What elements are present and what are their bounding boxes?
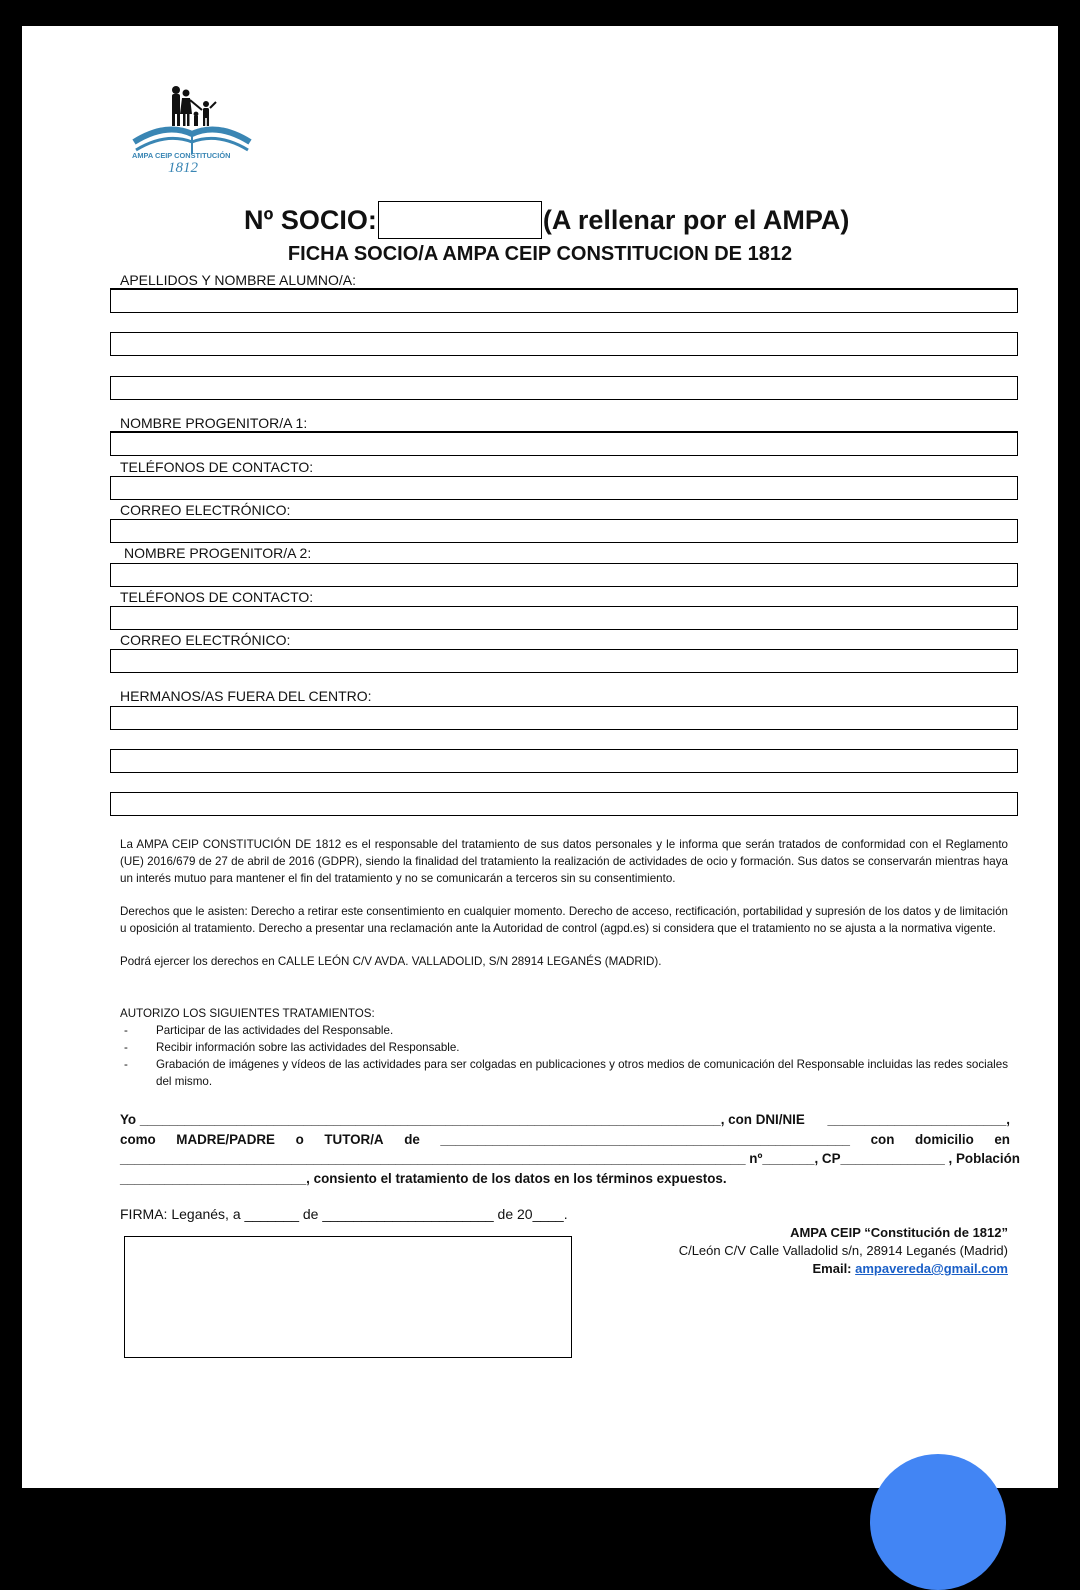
logo-name-text: AMPA CEIP CONSTITUCIÓN <box>132 151 231 160</box>
consent-line-2[interactable]: como MADRE/PADRE o TUTOR/A de _______________________________________________________ con domicilio en <box>120 1131 1010 1147</box>
socio-header <box>244 201 849 239</box>
progenitor2-field[interactable] <box>110 563 1018 587</box>
correo1-field[interactable] <box>110 519 1018 543</box>
correo1-label: CORREO ELECTRÓNICO: <box>120 502 291 518</box>
progenitor2-label: NOMBRE PROGENITOR/A 2: <box>124 545 312 561</box>
consent-block <box>120 1110 1020 1188</box>
list-item: - Participar de las actividades del Responsable. <box>124 1024 394 1037</box>
family-silhouette-icon <box>172 86 216 126</box>
legal-paragraph-1: La AMPA CEIP CONSTITUCIÓN DE 1812 es el responsable del tratamiento de sus datos personales y le informa que serán tratados de conformidad con el Reglamento (UE) 2016/679 de 27 de abril de 2016 (GDPR), siendo la finalidad del tratamiento la realización de actividades de ocio y formación. Sus datos se conservarán mientras haya un interés mutuo para mantener el fin del tratamiento y no se comunicarán a terceros sin su consentimiento. <box>120 838 1008 885</box>
hermanos-field-3[interactable] <box>110 792 1018 816</box>
consent-line-3[interactable]: ____________________________________________________________________________________ nº_______, CP ______________ , Población <box>120 1151 1020 1166</box>
logo-year-text: 1812 <box>168 160 198 176</box>
ampa-logo <box>126 84 256 176</box>
hermanos-label: HERMANOS/AS FUERA DEL CENTRO: <box>120 688 372 704</box>
list-item: - Recibir información sobre las actividades del Responsable. <box>124 1041 460 1054</box>
list-item: - Grabación de imágenes y vídeos de las actividades para ser colgadas en publicaciones y otros medios de comunicación del Responsable incluidas las redes sociales del mismo. <box>124 1058 1008 1088</box>
email-label: Email: <box>812 1261 852 1276</box>
autorizo-section <box>120 1005 1008 1090</box>
progenitor1-label: NOMBRE PROGENITOR/A 1: <box>120 415 308 431</box>
document-page <box>22 26 1058 1488</box>
contact-block <box>679 1224 1008 1278</box>
telefonos2-label: TELÉFONOS DE CONTACTO: <box>120 589 314 605</box>
form-title: FICHA SOCIO/A AMPA CEIP CONSTITUCION DE 1812 <box>287 243 793 265</box>
socio-number-box[interactable] <box>378 201 542 239</box>
correo2-label: CORREO ELECTRÓNICO: <box>120 632 291 648</box>
hermanos-field-2[interactable] <box>110 749 1018 773</box>
telefonos1-field[interactable] <box>110 476 1018 500</box>
telefonos2-field[interactable] <box>110 606 1018 630</box>
legal-text <box>120 836 1008 986</box>
alumno-label: APELLIDOS Y NOMBRE ALUMNO/A: <box>120 272 357 288</box>
legal-paragraph-3: Podrá ejercer los derechos en CALLE LEÓN C/V AVDA. VALLADOLID, S/N 28914 LEGANÉS (MADRID). <box>120 955 662 968</box>
correo2-field[interactable] <box>110 649 1018 673</box>
alumno-field-2[interactable] <box>110 332 1018 356</box>
alumno-field-1[interactable] <box>110 289 1018 313</box>
contact-org: AMPA CEIP “Constitución de 1812” <box>790 1225 1008 1240</box>
progenitor1-field[interactable] <box>110 432 1018 456</box>
firma-line[interactable]: FIRMA: Leganés, a _______ de ______________________ de 20____. <box>120 1206 568 1222</box>
consent-line-1[interactable]: Yo ______________________________________________________________________________, con DNI/NIE ________________________, <box>120 1112 1010 1127</box>
socio-note: (A rellenar por el AMPA) <box>542 205 850 235</box>
signature-box[interactable] <box>124 1236 572 1358</box>
telefonos1-label: TELÉFONOS DE CONTACTO: <box>120 459 314 475</box>
socio-label: Nº SOCIO: <box>244 205 377 235</box>
contact-address: C/León C/V Calle Valladolid s/n, 28914 Leganés (Madrid) <box>678 1243 1008 1258</box>
email-link[interactable]: ampavereda@gmail.com <box>855 1261 1008 1276</box>
consent-line-4[interactable]: _________________________, consiento el tratamiento de los datos en los términos expuestos. <box>120 1170 727 1186</box>
autorizo-heading: AUTORIZO LOS SIGUIENTES TRATAMIENTOS: <box>120 1007 375 1020</box>
floating-action-button[interactable] <box>870 1454 1006 1590</box>
alumno-field-3[interactable] <box>110 376 1018 400</box>
hermanos-field-1[interactable] <box>110 706 1018 730</box>
legal-paragraph-2: Derechos que le asisten: Derecho a retirar este consentimiento en cualquier momento. Derecho de acceso, rectificación, portabilidad y supresión de los datos y de limitación u oposición al tratamiento. Derecho a presentar una reclamación ante la Autoridad de control (agpd.es) si considera que el tratamiento no se ajusta a la normativa vigente. <box>120 905 1008 935</box>
